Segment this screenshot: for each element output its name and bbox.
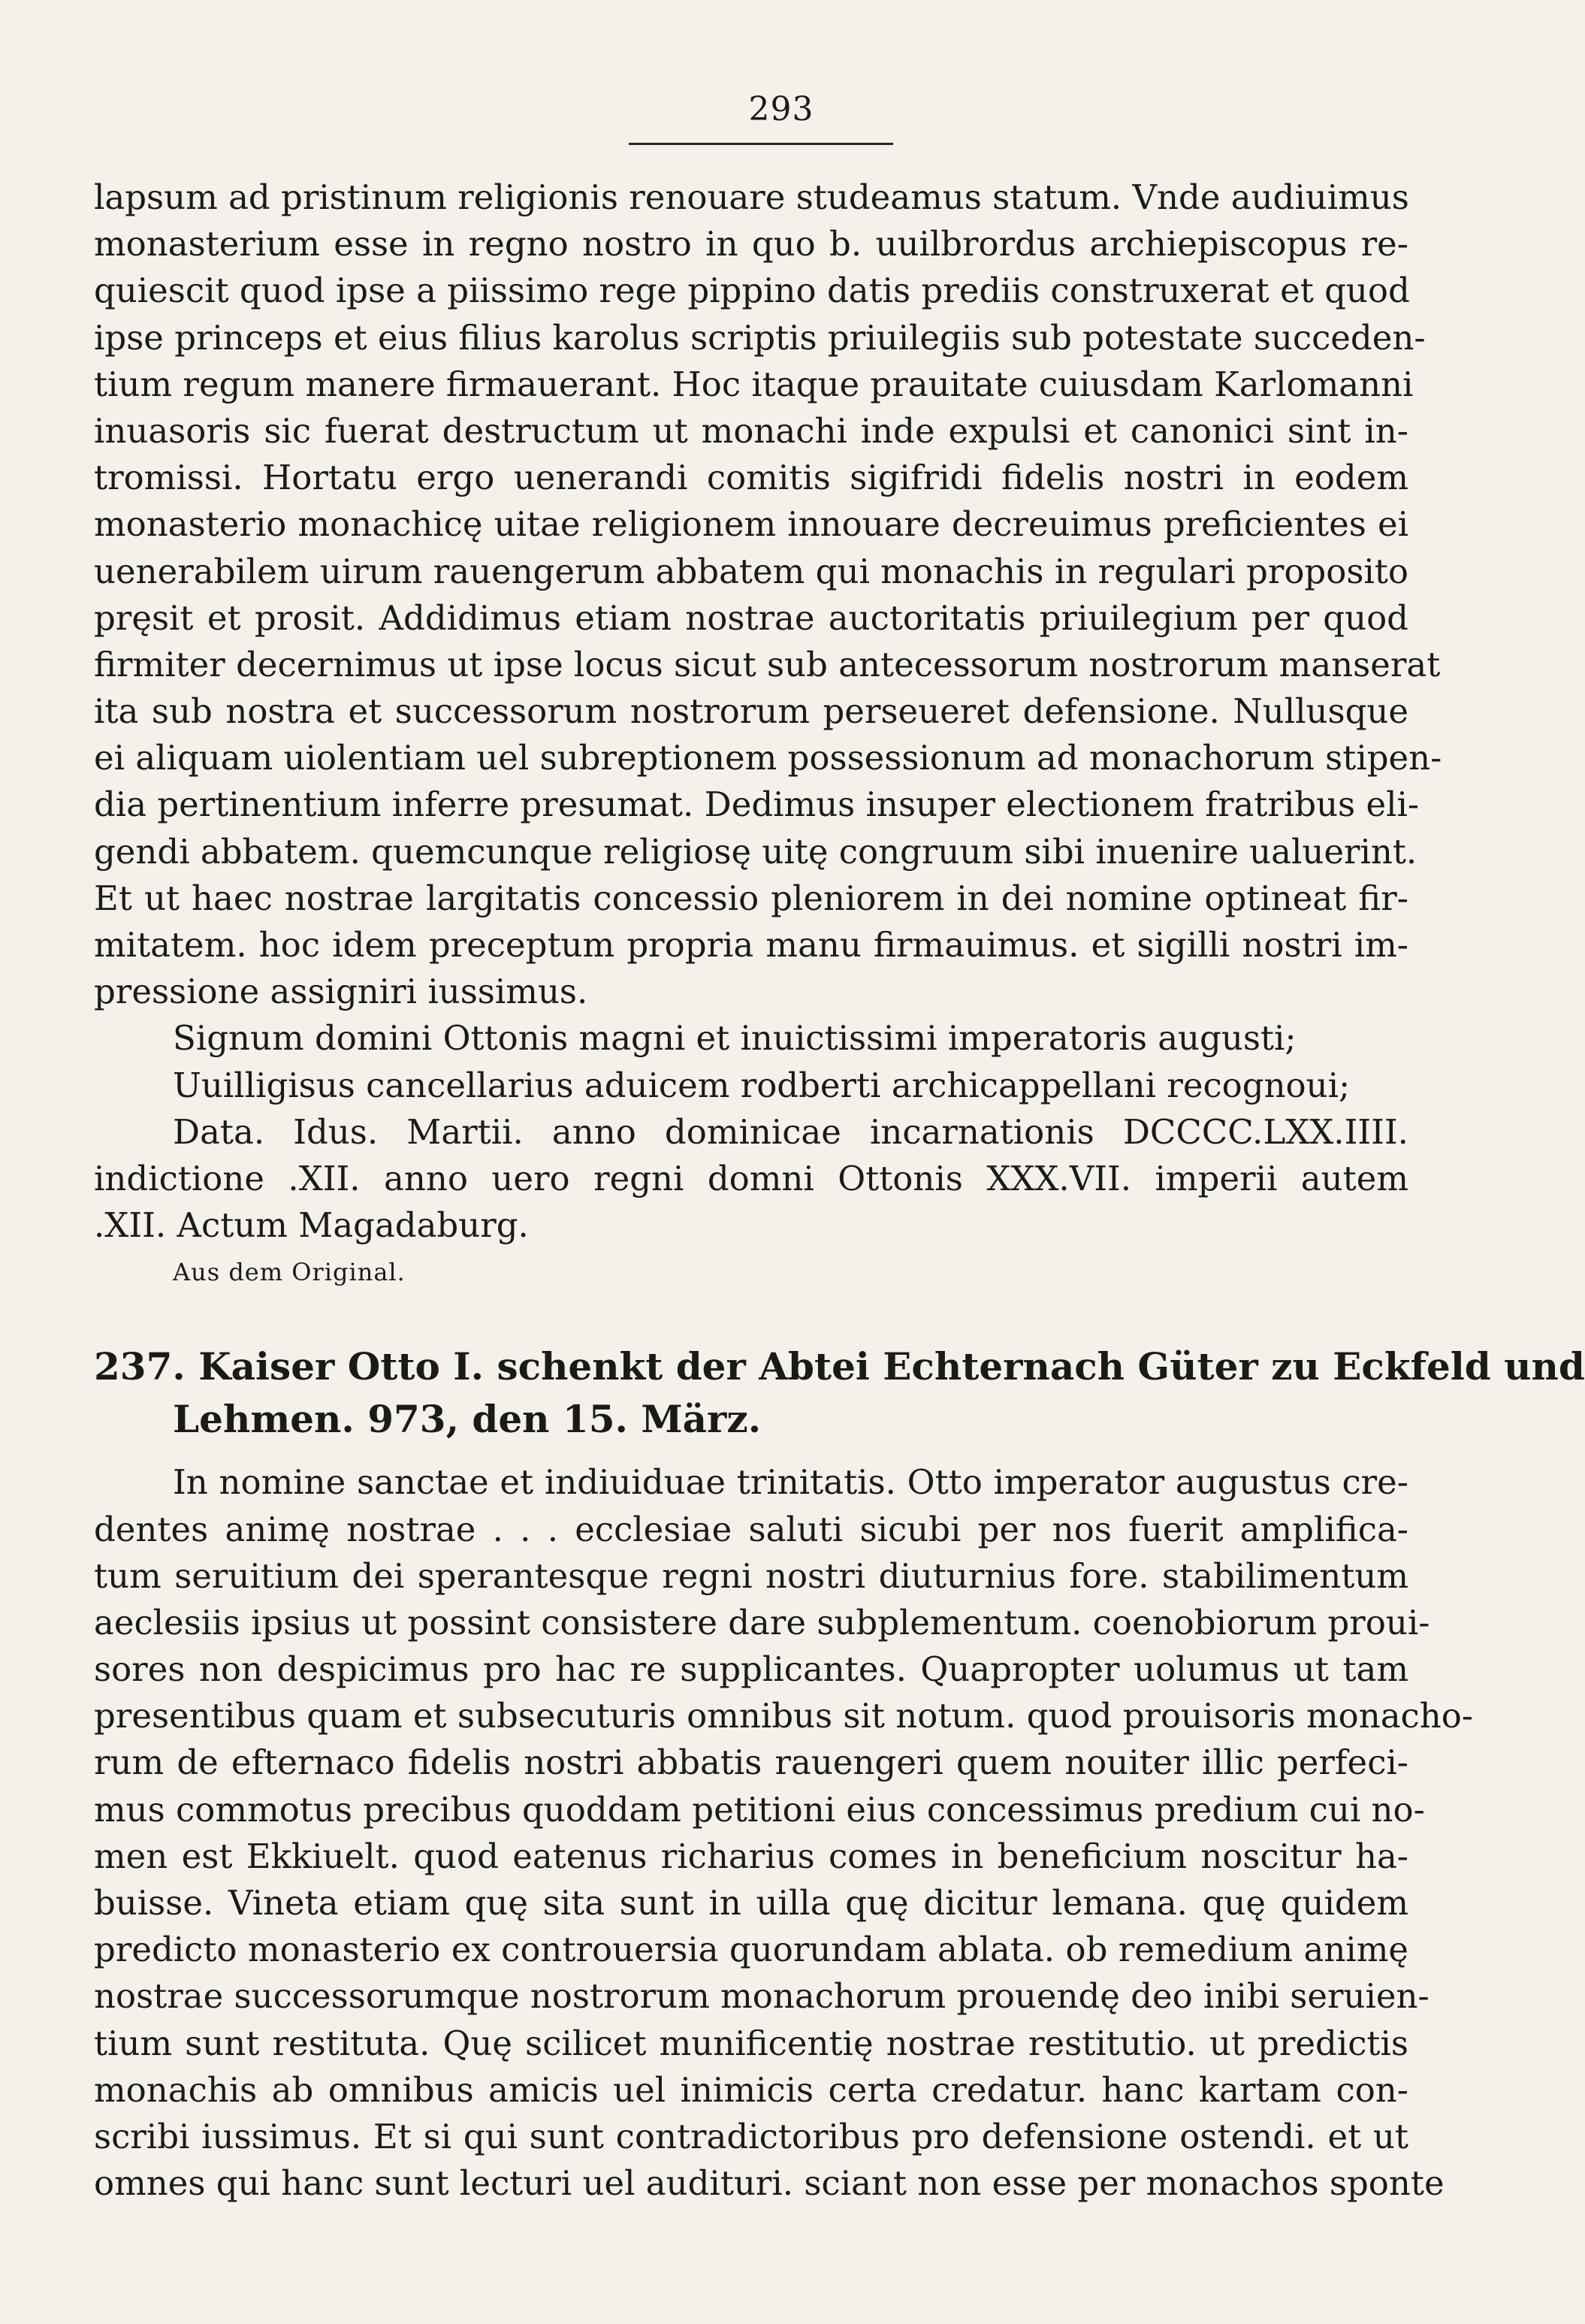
text-line: firmiter decernimus ut ipse locus sicut sub antecessorum nostrorum manserat (94, 644, 1441, 685)
text-line: omnes qui hanc sunt lecturi uel audituri. sciant non esse per monachos sponte (94, 2163, 1445, 2204)
document-heading-continued: Lehmen. 973, den 15. März. (173, 1397, 762, 1442)
text-line: dia pertinentium inferre presumat. Dedimus insuper electionem fratribus eli- (94, 784, 1420, 825)
text-line: nostrae successorumque nostrorum monachorum prouendę deo inibi seruien- (94, 1976, 1430, 2017)
text-line: In nomine sanctae et indiuiduae trinitatis. Otto imperator augustus cre- (173, 1462, 1408, 1503)
text-line: dentes animę nostrae . . . ecclesiae saluti sicubi per nos fuerit amplifica- (94, 1509, 1408, 1549)
text-line: tum seruitium dei sperantesque regni nostri diuturnius fore. stabilimentum (94, 1555, 1408, 1596)
source-note: Aus dem Original. (173, 1258, 406, 1287)
document-number: 237. (94, 1344, 186, 1389)
text-line: inuasoris sic fuerat destructum ut monachi inde expulsi et canonici sint in- (94, 410, 1408, 451)
text-line: aeclesiis ipsius ut possint consistere dare subplementum. coenobiorum proui- (94, 1602, 1430, 1643)
text-line: pressione assigniri iussimus. (94, 972, 588, 1012)
page-number: 293 (748, 90, 814, 128)
text-line: gendi abbatem. quemcunque religiosę uitę congruum sibi inuenire ualuerint. (94, 831, 1417, 872)
text-block (94, 174, 1585, 2207)
text-line: quiescit quod ipse a piissimo rege pippino datis prediis construxerat et quod (94, 270, 1410, 311)
text-line: Et ut haec nostrae largitatis concessio pleniorem in dei nomine optineat fir- (94, 878, 1408, 918)
text-line: mitatem. hoc idem preceptum propria manu firmauimus. et sigilli nostri im- (94, 925, 1408, 965)
text-line: ipse princeps et eius filius karolus scriptis priuilegiis sub potestate succeden- (94, 317, 1426, 358)
chancellor-line: Uuilligisus cancellarius aduicem rodberti archicappellani recognoui; (173, 1065, 1351, 1105)
dating-line: Data. Idus. Martii. anno dominicae incarnationis DCCCC.LXX.IIII. (173, 1111, 1408, 1152)
text-line: mus commotus precibus quoddam petitioni eius concessimus predium cui no- (94, 1789, 1425, 1830)
text-line: monasterium esse in regno nostro in quo b. uuilbrordus archiepiscopus re- (94, 224, 1408, 264)
page-number-rule (629, 143, 893, 145)
text-line: uenerabilem uirum rauengerum abbatem qui monachis in regulari proposito (94, 551, 1408, 591)
document-heading (94, 1340, 1585, 1393)
text-line: tium regum manere firmauerant. Hoc itaque prauitate cuiusdam Karlomanni (94, 364, 1414, 404)
text-line: tromissi. Hortatu ergo uenerandi comitis sigifridi fidelis nostri in eodem (94, 458, 1408, 498)
text-line: monachis ab omnibus amicis uel inimicis certa credatur. hanc kartam con- (94, 2069, 1408, 2110)
text-line: ei aliquam uiolentiam uel subreptionem possessionum ad monachorum stipen- (94, 738, 1442, 778)
signum-line: Signum domini Ottonis magni et inuictissimi imperatoris augusti; (173, 1018, 1297, 1059)
dating-line: .XII. Actum Magadaburg. (94, 1205, 529, 1246)
section-1 (94, 174, 1442, 1295)
text-line: pręsit et prosit. Addidimus etiam nostrae auctoritatis priuilegium per quod (94, 597, 1408, 638)
text-line: rum de efternaco fidelis nostri abbatis rauengeri quem nouiter illic perfeci- (94, 1742, 1408, 1783)
text-line: tium sunt restituta. Quę scilicet munificentię nostrae restitutio. ut predictis (94, 2023, 1408, 2063)
section-2 (94, 1340, 1585, 2207)
text-line: buisse. Vineta etiam quę sita sunt in uilla quę dicitur lemana. quę quidem (94, 1883, 1408, 1923)
heading-gap (94, 1446, 1408, 1459)
section-gap (94, 1295, 1408, 1340)
text-line: lapsum ad pristinum religionis renouare studeamus statum. Vnde audiuimus (94, 177, 1409, 217)
text-line: men est Ekkiuelt. quod eatenus richarius comes in beneficium noscitur ha- (94, 1836, 1408, 1876)
text-line: presentibus quam et subsecuturis omnibus sit notum. quod prouisoris monacho- (94, 1696, 1474, 1736)
text-line: scribi iussimus. Et si qui sunt contradictoribus pro defensione ostendi. et ut (94, 2116, 1408, 2156)
dating-line: indictione .XII. anno uero regni domni Ottonis XXX.VII. imperii autem (94, 1158, 1408, 1198)
text-line: ita sub nostra et successorum nostrorum perseueret defensione. Nullusque (94, 691, 1408, 732)
text-line: monasterio monachicę uitae religionem innouare decreuimus preficientes ei (94, 504, 1408, 545)
text-line: predicto monasterio ex controuersia quorundam ablata. ob remedium animę (94, 1930, 1408, 1970)
text-line: sores non despicimus pro hac re supplicantes. Quapropter uolumus ut tam (94, 1649, 1408, 1690)
document-heading-text: Kaiser Otto I. schenkt der Abtei Echternach Güter zu Eckfeld und (198, 1344, 1585, 1389)
